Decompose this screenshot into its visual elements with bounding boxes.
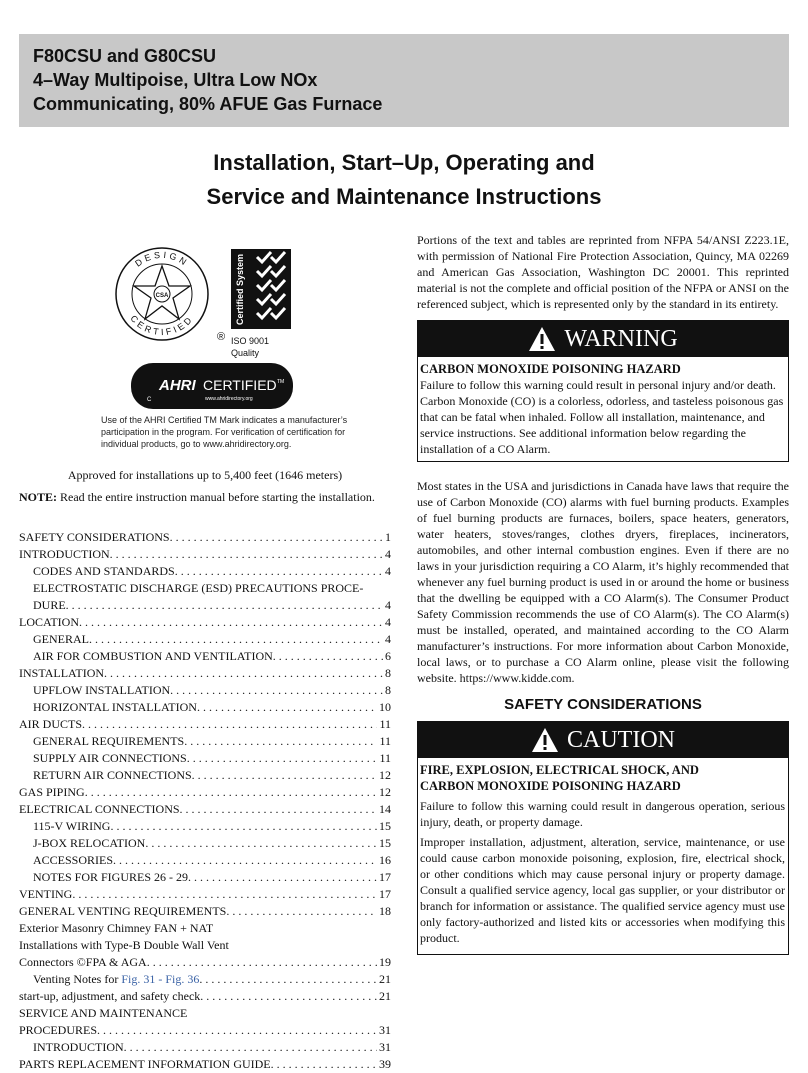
toc-page-number: 4 bbox=[385, 632, 391, 646]
toc-entry-text: J-BOX RELOCATION bbox=[33, 836, 146, 850]
toc-page-number: 4 bbox=[385, 598, 391, 612]
toc-entry-title bbox=[33, 733, 184, 750]
toc-entry[interactable] bbox=[19, 546, 391, 563]
warning-body bbox=[418, 357, 788, 461]
toc-leader-dots bbox=[271, 1056, 377, 1073]
install-note bbox=[19, 489, 391, 505]
toc-page-number: 14 bbox=[379, 802, 391, 816]
design-top-text: DESIGN bbox=[133, 249, 191, 269]
warning-heading: CARBON MONOXIDE POISONING HAZARD bbox=[420, 362, 681, 376]
warning-banner bbox=[418, 321, 788, 357]
certification-logos bbox=[19, 236, 391, 462]
toc-entry[interactable] bbox=[19, 784, 391, 801]
registered-mark: ® bbox=[217, 331, 226, 343]
toc-entry-text: GENERAL bbox=[33, 632, 89, 646]
toc-leader-dots bbox=[187, 750, 378, 767]
ahri-certified-logo bbox=[131, 363, 293, 409]
toc-page-number: 21 bbox=[379, 972, 391, 986]
toc-leader-dots bbox=[188, 869, 377, 886]
toc-entry[interactable] bbox=[19, 1022, 391, 1039]
note-label: NOTE: bbox=[19, 490, 58, 504]
co-alarm-text: Most states in the USA and jurisdictions in Canada have laws that require the use of Carbon Monoxide (CO) alarms with fuel burning products. Examples of fuel burning products are furnaces, boilers, space heaters, generators, water heaters, stoves/ranges, clothes dryers, fireplaces, incinerators, automobiles, and other internal combustion engines. Even if there are no laws in your jurisdiction requiring a CO Alarm, it’s highly recommended that whenever any fuel burning product is used in or around the home or business that the dwelling be equipped with a CO Alarm(s). The Consumer Product Safety Commission recommends the use of CO Alarm(s). The CO Alarm(s) must be installed, operated, and maintained according to the CO Alarm manufacturer’s instructions. For more information about Carbon Monoxide, local laws, or to purchase a CO Alarm online, please visit the following website. https://www.kidde.com. bbox=[417, 479, 789, 685]
right-column bbox=[417, 232, 789, 955]
toc-line[interactable] bbox=[19, 580, 391, 597]
toc-entry-title bbox=[19, 954, 147, 971]
toc-leader-dots bbox=[199, 971, 377, 988]
toc-entry-title: Installations with Type-B Double Wall Vent bbox=[19, 938, 229, 952]
toc-entry-text: RETURN AIR CONNECTIONS bbox=[33, 768, 192, 782]
toc-leader-dots bbox=[72, 886, 377, 903]
toc-entry[interactable] bbox=[19, 597, 391, 614]
toc-page-number: 15 bbox=[379, 819, 391, 833]
toc-leader-dots bbox=[110, 546, 383, 563]
toc-leader-dots bbox=[89, 631, 383, 648]
caution-p2: Improper installation, adjustment, alteration, service, maintenance, or use could cause carbon monoxide poisoning, explosion, fire, electrical shock, or other conditions which may cause personal injury or property damage. Consult a qualified service agency, local gas supplier, or your distributor or branch for information or assistance. The qualified service agency must use only factory-authorized and listed kits or accessories when modifying this product. bbox=[420, 835, 785, 945]
toc-leader-dots bbox=[66, 597, 383, 614]
toc-entry-title bbox=[19, 614, 79, 631]
toc-entry[interactable] bbox=[19, 818, 391, 835]
toc-entry-title: SERVICE AND MAINTENANCE bbox=[19, 1006, 188, 1020]
design-bottom-text: CERTIFIED bbox=[128, 313, 196, 338]
toc-page-number: 11 bbox=[379, 751, 391, 765]
toc-entry[interactable] bbox=[19, 903, 391, 920]
toc-line[interactable] bbox=[19, 1005, 391, 1022]
toc-page-number: 11 bbox=[379, 717, 391, 731]
toc-entry[interactable] bbox=[19, 988, 391, 1005]
toc-entry-text: GAS PIPING bbox=[19, 785, 85, 799]
toc-page-number: 39 bbox=[379, 1057, 391, 1071]
toc-entry-title bbox=[19, 1056, 271, 1073]
toc-entry-text: AIR DUCTS bbox=[19, 717, 83, 731]
ahri-url: www.ahridirectory.org bbox=[205, 396, 253, 402]
toc-page-number: 17 bbox=[379, 887, 391, 901]
toc-entry-text: Connectors ©FPA & AGA bbox=[19, 955, 147, 969]
toc-entry-title: Exterior Masonry Chimney FAN + NAT bbox=[19, 921, 214, 935]
toc-page-number: 1 bbox=[385, 530, 391, 544]
toc-leader-dots bbox=[175, 563, 383, 580]
toc-entry-text: SAFETY CONSIDERATIONS bbox=[19, 530, 170, 544]
toc-entry[interactable] bbox=[19, 801, 391, 818]
page-title bbox=[19, 146, 789, 214]
toc-line[interactable] bbox=[19, 920, 391, 937]
iso-line1: ISO 9001 bbox=[231, 336, 270, 346]
toc-entry-text: 115-V WIRING bbox=[33, 819, 111, 833]
toc-entry-text: LOCATION bbox=[19, 615, 79, 629]
toc-entry-title bbox=[33, 597, 66, 614]
toc-entry-title bbox=[19, 665, 104, 682]
toc-page-number: 4 bbox=[385, 564, 391, 578]
toc-leader-dots bbox=[145, 835, 377, 852]
toc-leader-dots bbox=[170, 682, 383, 699]
toc-page-number: 4 bbox=[385, 615, 391, 629]
caution-triangle-icon bbox=[531, 727, 559, 753]
iso-9001-logo bbox=[231, 249, 291, 359]
toc-page-number: 8 bbox=[385, 666, 391, 680]
ahri-word: AHRI bbox=[159, 377, 196, 394]
ahri-note: Use of the AHRI Certified TM Mark indicates a manufacturer’s participation in the program. For verification of certification for individual products, go to www.ahridirectory.org. bbox=[101, 415, 348, 449]
toc-entry[interactable] bbox=[19, 852, 391, 869]
toc-entry-title bbox=[19, 716, 82, 733]
product-type: 4–Way Multipoise, Ultra Low NOx bbox=[33, 70, 318, 90]
nfpa-notice: Portions of the text and tables are reprinted from NFPA 54/ANSI Z223.1E, with permission of National Fire Protection Association, Quincy, MA 02269 and American Gas Association, Washington DC 20001. This reprinted material is not the complete and official position of the NFPA or ANSI on the referenced subject, which is represented only by the standard in its entirety. bbox=[417, 233, 789, 311]
safety-section-title: SAFETY CONSIDERATIONS bbox=[504, 696, 702, 713]
toc-leader-dots bbox=[124, 1039, 377, 1056]
caution-box bbox=[417, 721, 789, 955]
toc-page-number: 4 bbox=[385, 547, 391, 561]
toc-entry[interactable] bbox=[19, 886, 391, 903]
toc-entry-text: GENERAL REQUIREMENTS bbox=[33, 734, 185, 748]
toc-entry[interactable] bbox=[19, 665, 391, 682]
toc-leader-dots bbox=[147, 954, 377, 971]
design-certified-logo bbox=[111, 244, 233, 344]
toc-entry-title bbox=[33, 835, 145, 852]
toc-leader-dots bbox=[197, 699, 377, 716]
toc-entry-text: AIR FOR COMBUSTION AND VENTILATION bbox=[33, 649, 273, 663]
toc-page-number: 11 bbox=[379, 734, 391, 748]
toc-entry-title bbox=[19, 801, 180, 818]
iso-band-text: Certified System bbox=[235, 253, 245, 325]
toc-leader-dots bbox=[82, 716, 377, 733]
toc-page-number: 8 bbox=[385, 683, 391, 697]
toc-entry[interactable] bbox=[19, 767, 391, 784]
toc-leader-dots bbox=[226, 903, 377, 920]
toc-entry-text: CODES AND STANDARDS bbox=[33, 564, 175, 578]
toc-entry-title bbox=[33, 563, 175, 580]
toc-entry-title bbox=[33, 631, 89, 648]
toc-entry[interactable] bbox=[19, 971, 391, 988]
toc-leader-dots bbox=[104, 665, 383, 682]
toc-page-number: 12 bbox=[379, 785, 391, 799]
toc-leader-dots bbox=[113, 852, 377, 869]
warning-p2: Carbon Monoxide (CO) is a colorless, odorless, and tasteless poisonous gas that can be fatal when inhaled. Follow all installation, maintenance, and service instructions. See additional information below regarding the installation of a CO Alarm. bbox=[420, 394, 784, 456]
toc-entry-title bbox=[33, 852, 113, 869]
toc-page-number: 21 bbox=[379, 989, 391, 1003]
toc-page-number: 31 bbox=[379, 1023, 391, 1037]
warning-label: WARNING bbox=[564, 325, 678, 352]
toc-entry-text: VENTING bbox=[19, 887, 73, 901]
toc-figure-link[interactable]: Fig. 31 - Fig. 36 bbox=[121, 972, 200, 986]
toc-leader-dots bbox=[85, 784, 377, 801]
toc-entry-title bbox=[33, 818, 110, 835]
toc-entry[interactable] bbox=[19, 869, 391, 886]
toc-entry[interactable] bbox=[19, 716, 391, 733]
left-column bbox=[19, 236, 391, 1073]
toc-entry[interactable] bbox=[19, 1039, 391, 1056]
note-text: Read the entire instruction manual before starting the installation. bbox=[57, 490, 375, 504]
toc-entry-title bbox=[33, 699, 197, 716]
toc-entry-text: Venting Notes for bbox=[33, 972, 122, 986]
table-of-contents bbox=[19, 529, 391, 1073]
toc-entry-text: SUPPLY AIR CONNECTIONS bbox=[33, 751, 187, 765]
toc-page-number: 31 bbox=[379, 1040, 391, 1054]
warning-box bbox=[417, 320, 789, 462]
toc-entry-title bbox=[33, 767, 192, 784]
caution-heading-1: FIRE, EXPLOSION, ELECTRICAL SHOCK, AND bbox=[420, 763, 699, 777]
toc-entry-title bbox=[19, 784, 85, 801]
model-title: F80CSU and G80CSU bbox=[33, 46, 217, 66]
toc-entry[interactable] bbox=[19, 750, 391, 767]
page-title-line1: Installation, Start–Up, Operating and bbox=[213, 150, 595, 175]
toc-leader-dots bbox=[192, 767, 377, 784]
toc-entry-text: INTRODUCTION bbox=[19, 547, 110, 561]
toc-entry-title bbox=[19, 529, 170, 546]
toc-entry-text: PROCEDURES bbox=[19, 1023, 98, 1037]
toc-entry[interactable] bbox=[19, 648, 391, 665]
toc-page-number: 19 bbox=[379, 955, 391, 969]
caution-label: CAUTION bbox=[567, 726, 675, 753]
toc-entry[interactable] bbox=[19, 699, 391, 716]
toc-page-number: 12 bbox=[379, 768, 391, 782]
caution-heading-2: CARBON MONOXIDE POISONING HAZARD bbox=[420, 779, 681, 793]
page-title-line2: Service and Maintenance Instructions bbox=[206, 184, 602, 209]
toc-leader-dots bbox=[184, 733, 377, 750]
toc-entry-title bbox=[33, 750, 187, 767]
product-description: Communicating, 80% AFUE Gas Furnace bbox=[33, 94, 383, 114]
caution-body bbox=[418, 758, 788, 954]
toc-page-number: 18 bbox=[379, 904, 391, 918]
toc-page-number: 15 bbox=[379, 836, 391, 850]
toc-entry[interactable] bbox=[19, 563, 391, 580]
toc-leader-dots bbox=[79, 614, 383, 631]
toc-entry-title bbox=[19, 903, 226, 920]
toc-entry[interactable] bbox=[19, 733, 391, 750]
toc-entry-title bbox=[33, 682, 170, 699]
toc-entry-title bbox=[19, 988, 200, 1005]
toc-entry-title bbox=[33, 1039, 124, 1056]
caution-banner bbox=[418, 722, 788, 758]
toc-page-number: 10 bbox=[379, 700, 391, 714]
toc-line[interactable] bbox=[19, 937, 391, 954]
toc-entry-text: UPFLOW INSTALLATION bbox=[33, 683, 171, 697]
toc-entry[interactable] bbox=[19, 631, 391, 648]
toc-leader-dots bbox=[273, 648, 383, 665]
toc-entry-title bbox=[19, 1022, 97, 1039]
toc-entry-text: INTRODUCTION bbox=[33, 1040, 124, 1054]
toc-entry[interactable] bbox=[19, 682, 391, 699]
toc-entry-title bbox=[33, 648, 273, 665]
ahri-c: C bbox=[147, 397, 152, 403]
toc-entry-title: ELECTROSTATIC DISCHARGE (ESD) PRECAUTIONS PROCE- bbox=[33, 581, 364, 595]
toc-leader-dots bbox=[110, 818, 377, 835]
ahri-certified-word: CERTIFIED bbox=[203, 377, 277, 393]
toc-page-number: 6 bbox=[385, 649, 391, 663]
toc-entry-text: ELECTRICAL CONNECTIONS bbox=[19, 802, 180, 816]
toc-entry-text: PARTS REPLACEMENT INFORMATION GUIDE bbox=[19, 1057, 271, 1071]
toc-leader-dots bbox=[200, 988, 377, 1005]
warning-p1: Failure to follow this warning could result in personal injury and/or death. bbox=[420, 378, 776, 392]
iso-line2: Quality bbox=[231, 348, 260, 358]
toc-entry[interactable] bbox=[19, 835, 391, 852]
caution-p1: Failure to follow this warning could result in dangerous operation, serious injury, death, or property damage. bbox=[420, 799, 785, 829]
toc-entry-text: DURE bbox=[33, 598, 66, 612]
toc-entry[interactable] bbox=[19, 529, 391, 546]
toc-entry-title bbox=[19, 546, 110, 563]
toc-page-number: 17 bbox=[379, 870, 391, 884]
toc-entry-text: GENERAL VENTING REQUIREMENTS bbox=[19, 904, 227, 918]
document-header bbox=[19, 34, 789, 127]
toc-entry-title bbox=[33, 869, 188, 886]
toc-entry-title bbox=[33, 971, 199, 988]
toc-entry-text: start-up, adjustment, and safety check bbox=[19, 989, 201, 1003]
warning-triangle-icon bbox=[528, 326, 556, 352]
toc-leader-dots bbox=[97, 1022, 377, 1039]
toc-entry[interactable] bbox=[19, 954, 391, 971]
ahri-tm: TM bbox=[277, 379, 285, 385]
toc-entry-text: ACCESSORIES bbox=[33, 853, 114, 867]
toc-entry-text: HORIZONTAL INSTALLATION bbox=[33, 700, 197, 714]
toc-entry-text: INSTALLATION bbox=[19, 666, 105, 680]
toc-entry-text: NOTES FOR FIGURES 26 - 29 bbox=[33, 870, 189, 884]
toc-leader-dots bbox=[180, 801, 377, 818]
toc-entry[interactable] bbox=[19, 1056, 391, 1073]
csa-center-text: CSA bbox=[155, 293, 169, 299]
toc-entry-title bbox=[19, 886, 72, 903]
toc-leader-dots bbox=[170, 529, 383, 546]
toc-page-number: 16 bbox=[379, 853, 391, 867]
toc-entry[interactable] bbox=[19, 614, 391, 631]
approved-altitude: Approved for installations up to 5,400 feet (1646 meters) bbox=[67, 468, 343, 482]
